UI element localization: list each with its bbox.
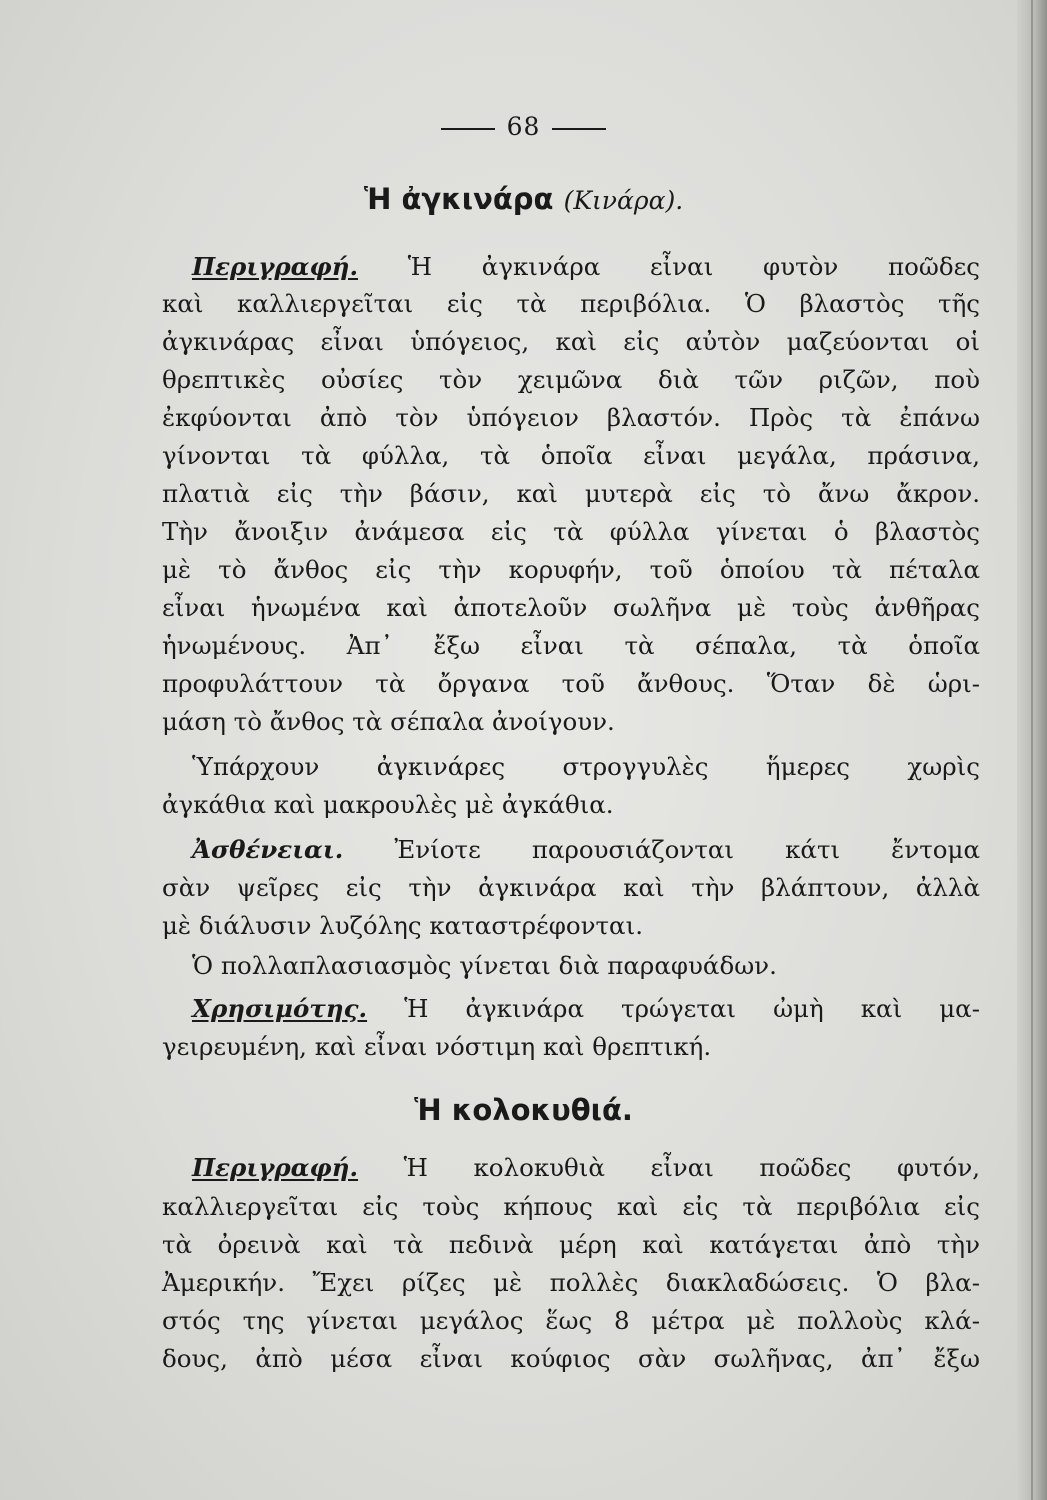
text-line: ἐκφύονται ἀπὸ τὸν ὑπόγειον βλαστόν. Πρὸς τὰ ἐπάνω bbox=[162, 403, 980, 432]
text-line: Τὴν ἄνοιξιν ἀνάμεσα εἰς τὰ φύλλα γίνεται ὁ βλαστὸς bbox=[162, 517, 980, 546]
text-line: μὲ διάλυσιν λυζόλης καταστρέφονται. bbox=[162, 911, 643, 940]
text-line: γειρευμένη, καὶ εἶναι νόστιμη καὶ θρεπτική. bbox=[162, 1032, 712, 1061]
text-line: Περιγραφή. Ἡ ἀγκινάρα εἶναι φυτὸν ποῶδες bbox=[192, 252, 980, 281]
zucchini-title-text: Ἡ κολοκυθιά. bbox=[414, 1093, 633, 1127]
text-line: Ὁ πολλαπλασιασμὸς γίνεται διὰ παραφυάδων. bbox=[192, 951, 777, 980]
text-line: Ὑπάρχουν ἀγκινάρες στρογγυλὲς ἥμερες χωρὶς bbox=[192, 752, 980, 781]
dash-left bbox=[441, 128, 495, 130]
page-number-text: 68 bbox=[506, 112, 541, 141]
page-edge-shadow bbox=[1017, 0, 1047, 1500]
page-number bbox=[0, 112, 1047, 141]
text-line: Χρησιμότης. Ἡ ἀγκινάρα τρώγεται ὠμὴ καὶ μα- bbox=[192, 994, 980, 1023]
usefulness-label: Χρησιμότης. bbox=[192, 994, 368, 1023]
text-line: τὰ ὀρεινὰ καὶ τὰ πεδινὰ μέρη καὶ κατάγεται ἀπὸ τὴν bbox=[162, 1230, 980, 1259]
artichoke-title-latin: (Κινάρα). bbox=[563, 186, 684, 215]
text-line: μὲ τὸ ἄνθος εἰς τὴν κορυφήν, τοῦ ὁποίου τὰ πέταλα bbox=[162, 555, 980, 584]
dash-right bbox=[552, 128, 606, 130]
text-line: σὰν ψεῖρες εἰς τὴν ἀγκινάρα καὶ τὴν βλάπτουν, ἀλλὰ bbox=[162, 873, 980, 902]
description-label: Περιγραφή. bbox=[192, 1153, 359, 1182]
text-line: Ἀμερικήν. Ἔχει ρίζες μὲ πολλὲς διακλαδώσεις. Ὁ βλα- bbox=[162, 1268, 980, 1297]
section-zucchini-title bbox=[0, 1093, 1047, 1127]
text-line: προφυλάττουν τὰ ὄργανα τοῦ ἄνθους. Ὅταν δὲ ὡρι- bbox=[162, 669, 980, 698]
description-label: Περιγραφή. bbox=[192, 252, 359, 281]
text-line: εἶναι ἡνωμένα καὶ ἀποτελοῦν σωλῆνα μὲ τοὺς ἀνθῆρας bbox=[162, 593, 980, 622]
text-line: ἀγκάθια καὶ μακρουλὲς μὲ ἀγκάθια. bbox=[162, 790, 614, 819]
text-line: Ἀσθένειαι. Ἐνίοτε παρουσιάζονται κάτι ἔντομα bbox=[192, 835, 980, 864]
text-line: γίνονται τὰ φύλλα, τὰ ὁποῖα εἶναι μεγάλα, πράσινα, bbox=[162, 441, 980, 470]
text-line: ἡνωμένους. Ἀπ᾽ ἔξω εἶναι τὰ σέπαλα, τὰ ὁποῖα bbox=[162, 631, 980, 660]
text-line: στός της γίνεται μεγάλος ἕως 8 μέτρα μὲ πολλοὺς κλά- bbox=[162, 1306, 980, 1335]
text-line: καὶ καλλιεργεῖται εἰς τὰ περιβόλια. Ὁ βλαστὸς τῆς bbox=[162, 289, 980, 318]
text-line: θρεπτικὲς οὐσίες τὸν χειμῶνα διὰ τῶν ριζῶν, ποὺ bbox=[162, 365, 980, 394]
text-line: μάση τὸ ἄνθος τὰ σέπαλα ἀνοίγουν. bbox=[162, 707, 615, 736]
text-line: ἀγκινάρας εἶναι ὑπόγειος, καὶ εἰς αὐτὸν μαζεύονται οἱ bbox=[162, 327, 980, 356]
text-line: Περιγραφή. Ἡ κολοκυθιὰ εἶναι ποῶδες φυτόν, bbox=[192, 1153, 981, 1182]
artichoke-title-text: Ἡ ἀγκινάρα bbox=[363, 182, 554, 216]
diseases-label: Ἀσθένειαι. bbox=[192, 835, 344, 864]
section-artichoke-title bbox=[0, 182, 1047, 216]
text-line: καλλιεργεῖται εἰς τοὺς κήπους καὶ εἰς τὰ περιβόλια εἰς bbox=[162, 1192, 980, 1221]
text-line: πλατιὰ εἰς τὴν βάσιν, καὶ μυτερὰ εἰς τὸ ἄνω ἄκρον. bbox=[162, 479, 980, 508]
text-line: δους, ἀπὸ μέσα εἶναι κούφιος σὰν σωλῆνας, ἀπ᾽ ἔξω bbox=[162, 1344, 980, 1373]
